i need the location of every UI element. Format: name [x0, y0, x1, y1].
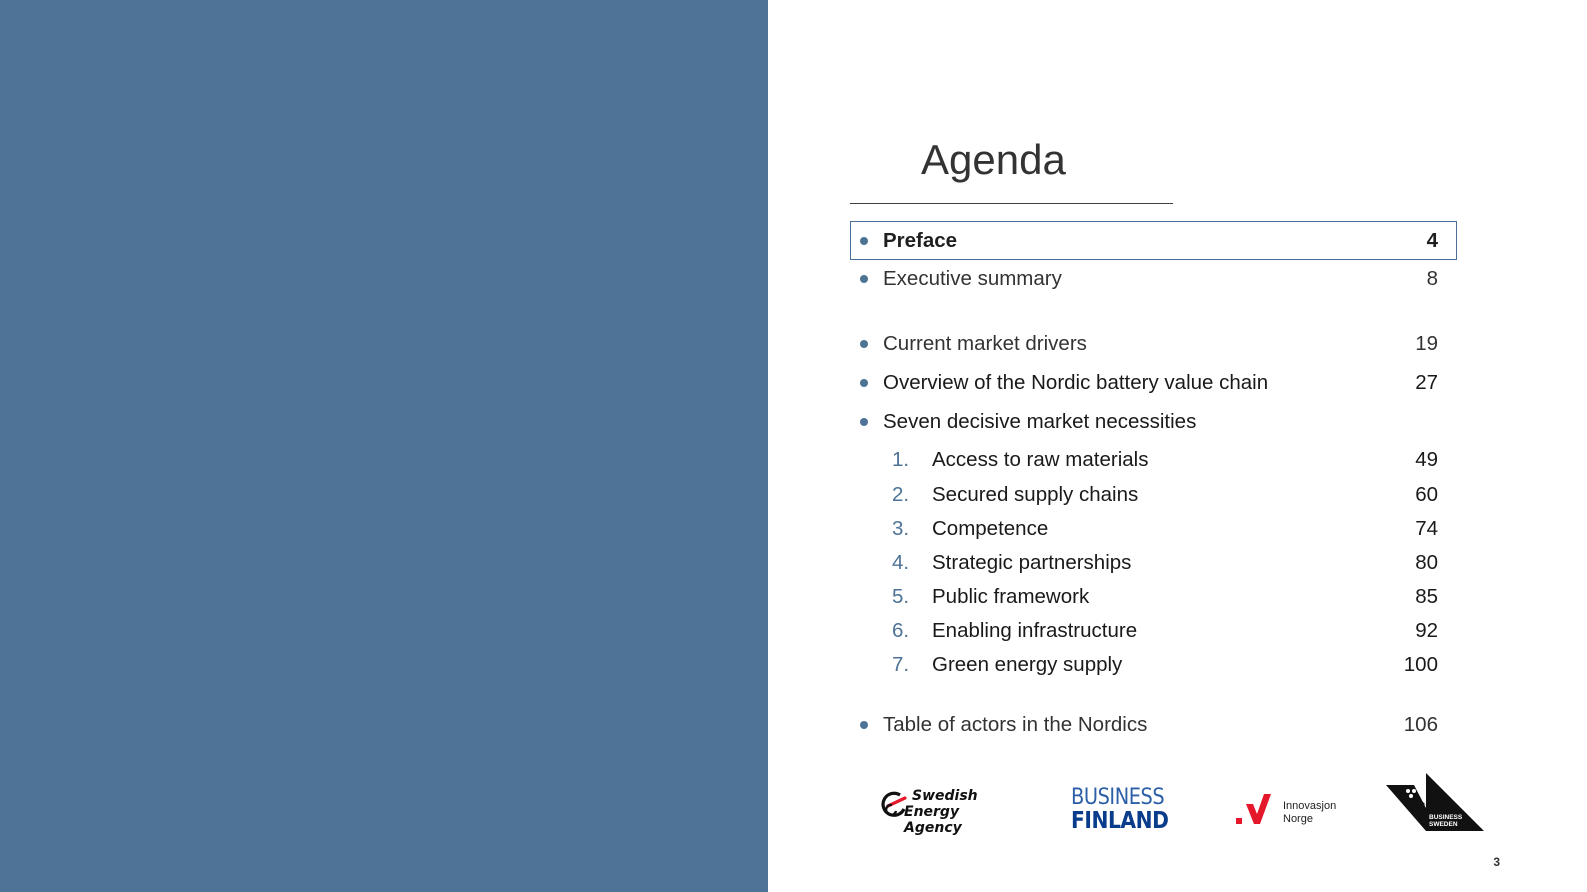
necessity-page: 85 — [1415, 585, 1438, 608]
necessity-page: 49 — [1415, 448, 1438, 471]
agenda-item-page: 106 — [1403, 713, 1438, 736]
necessity-label: Secured supply chains — [932, 483, 1139, 506]
necessity-label: Access to raw materials — [932, 448, 1149, 471]
slide-page-number: 3 — [1493, 855, 1500, 869]
swedish-energy-agency-text — [904, 788, 1018, 836]
bullet-icon — [860, 721, 868, 729]
sea-line-1: Swedish — [912, 788, 978, 804]
necessity-page: 80 — [1415, 551, 1438, 574]
in-line-1: Innovasjon — [1283, 800, 1337, 812]
agenda-item-label: Preface — [883, 229, 958, 252]
necessity-number: 1. — [892, 448, 910, 471]
bullet-icon — [860, 340, 868, 348]
necessity-number: 2. — [892, 483, 910, 506]
agenda-item-page: 27 — [1415, 371, 1438, 394]
agenda-item-page: 19 — [1415, 332, 1438, 355]
sea-line-2: Energy Agency — [904, 804, 962, 836]
business-sweden-text — [1429, 814, 1462, 828]
necessity-label: Public framework — [932, 585, 1090, 608]
necessity-number: 5. — [892, 585, 910, 608]
agenda-item-market-necessities[interactable] — [860, 408, 1438, 436]
agenda-item-page: 4 — [1426, 229, 1438, 252]
necessity-page: 60 — [1415, 483, 1438, 506]
business-finland-logo — [1071, 786, 1191, 836]
swedish-energy-agency-logo — [878, 786, 1018, 836]
agenda-item-label: Executive summary — [883, 267, 1062, 290]
innovasjon-norge-mark-icon — [1236, 794, 1276, 828]
agenda-item-nordic-value-chain[interactable] — [860, 369, 1438, 397]
necessity-number: 7. — [892, 653, 910, 676]
necessity-label: Enabling infrastructure — [932, 619, 1138, 642]
agenda-item-label: Current market drivers — [883, 332, 1087, 355]
necessity-label: Green energy supply — [932, 653, 1123, 676]
necessity-item-2[interactable] — [892, 481, 1438, 509]
innovasjon-norge-text — [1283, 800, 1336, 826]
bullet-icon — [860, 275, 868, 283]
agenda-title: Agenda — [921, 136, 1066, 183]
title-underline — [850, 203, 1173, 204]
business-finland-line-1: BUSINESS — [1071, 785, 1165, 810]
necessity-page: 92 — [1415, 619, 1438, 642]
business-sweden-logo — [1386, 773, 1486, 831]
necessity-item-3[interactable] — [892, 515, 1438, 543]
necessity-item-7[interactable] — [892, 651, 1438, 679]
agenda-item-table-of-actors[interactable] — [860, 711, 1438, 739]
bullet-icon — [860, 418, 868, 426]
necessity-number: 3. — [892, 517, 910, 540]
agenda-item-executive-summary[interactable] — [860, 265, 1438, 293]
bs-line-2: SWEDEN — [1429, 821, 1458, 828]
necessity-number: 6. — [892, 619, 910, 642]
innovasjon-norge-logo — [1236, 794, 1356, 830]
bullet-icon — [860, 237, 868, 245]
left-color-panel — [0, 0, 768, 892]
necessity-label: Competence — [932, 517, 1049, 540]
necessity-item-5[interactable] — [892, 583, 1438, 611]
necessity-label: Strategic partnerships — [932, 551, 1132, 574]
necessity-item-6[interactable] — [892, 617, 1438, 645]
business-finland-line-2: FINLAND — [1071, 808, 1169, 834]
necessity-number: 4. — [892, 551, 910, 574]
in-line-2: Norge — [1283, 813, 1313, 825]
necessity-page: 74 — [1415, 517, 1438, 540]
necessity-item-1[interactable] — [892, 446, 1438, 474]
agenda-item-preface[interactable] — [860, 227, 1438, 255]
necessity-page: 100 — [1403, 653, 1438, 676]
bullet-icon — [860, 379, 868, 387]
agenda-item-label: Table of actors in the Nordics — [883, 713, 1148, 736]
agenda-item-label: Seven decisive market necessities — [883, 410, 1197, 433]
agenda-item-current-market-drivers[interactable] — [860, 330, 1438, 358]
agenda-item-page: 8 — [1426, 267, 1438, 290]
agenda-item-label: Overview of the Nordic battery value chain — [883, 371, 1269, 394]
bs-line-1: BUSINESS — [1429, 814, 1463, 821]
necessity-item-4[interactable] — [892, 549, 1438, 577]
